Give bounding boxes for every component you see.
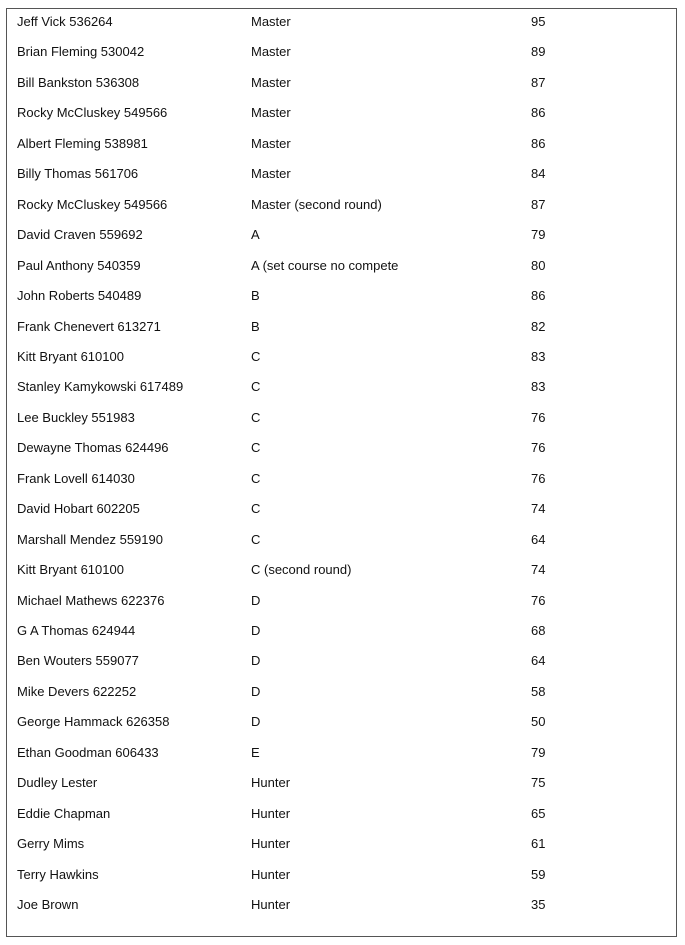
shooter-name: Billy Thomas 561706 xyxy=(17,166,139,182)
table-row xyxy=(7,738,676,768)
shooter-score: 89 xyxy=(531,44,546,60)
shooter-class: A xyxy=(251,227,260,243)
table-row xyxy=(7,616,676,646)
shooter-score: 83 xyxy=(531,379,546,395)
shooter-score: 61 xyxy=(531,836,546,852)
shooter-score: 86 xyxy=(531,105,546,121)
table-row xyxy=(7,7,676,37)
shooter-score: 76 xyxy=(531,440,546,456)
shooter-name: Bill Bankston 536308 xyxy=(17,74,140,90)
shooter-class: B xyxy=(251,318,260,334)
shooter-name: Brian Fleming 530042 xyxy=(17,44,145,60)
shooter-score: 83 xyxy=(531,348,546,364)
results-page xyxy=(6,8,677,937)
shooter-name: Albert Fleming 538981 xyxy=(17,135,148,151)
shooter-name: Jeff Vick 536264 xyxy=(17,14,113,29)
shooter-class: C xyxy=(251,348,261,364)
shooter-class: Hunter xyxy=(251,775,291,791)
shooter-score: 87 xyxy=(531,196,546,212)
shooter-name: Ben Wouters 559077 xyxy=(17,653,139,669)
shooter-class: C xyxy=(251,501,261,517)
shooter-name: Gerry Mims xyxy=(17,836,85,852)
shooter-score: 86 xyxy=(531,135,546,151)
shooter-score: 86 xyxy=(531,288,546,304)
shooter-class: Master xyxy=(251,74,291,90)
shooter-name: Frank Chenevert 613271 xyxy=(17,318,161,334)
shooter-class: C (second round) xyxy=(251,562,352,578)
shooter-score: 76 xyxy=(531,470,546,486)
shooter-name: Stanley Kamykowski 617489 xyxy=(17,379,184,395)
shooter-score: 84 xyxy=(531,166,546,182)
shooter-name: G A Thomas 624944 xyxy=(17,623,136,638)
shooter-name: Terry Hawkins xyxy=(17,866,99,882)
shooter-score: 76 xyxy=(531,409,546,425)
shooter-class: D xyxy=(251,623,261,638)
table-row xyxy=(7,890,676,920)
table-row xyxy=(7,37,676,67)
shooter-class: Master xyxy=(251,105,291,121)
shooter-name: David Hobart 602205 xyxy=(17,501,140,517)
shooter-class: Hunter xyxy=(251,836,291,852)
shooter-name: Mike Devers 622252 xyxy=(17,683,137,699)
shooter-class: C xyxy=(251,531,261,547)
table-row xyxy=(7,829,676,859)
shooter-score: 74 xyxy=(531,562,546,578)
shooter-score: 76 xyxy=(531,592,546,608)
table-row xyxy=(7,372,676,402)
shooter-name: Lee Buckley 551983 xyxy=(17,409,135,425)
shooter-class: Master xyxy=(251,14,291,29)
table-row xyxy=(7,98,676,128)
shooter-score: 80 xyxy=(531,257,546,273)
shooter-score: 87 xyxy=(531,74,546,90)
table-row xyxy=(7,860,676,890)
shooter-class: C xyxy=(251,379,261,395)
shooter-class: D xyxy=(251,653,261,669)
shooter-class: A (set course no compete xyxy=(251,257,399,273)
table-row xyxy=(7,677,676,707)
table-row xyxy=(7,555,676,585)
shooter-class: Master xyxy=(251,166,291,182)
table-row xyxy=(7,646,676,676)
table-row xyxy=(7,159,676,189)
shooter-score: 95 xyxy=(531,14,546,29)
table-row xyxy=(7,312,676,342)
shooter-score: 58 xyxy=(531,683,546,699)
shooter-score: 59 xyxy=(531,866,546,882)
shooter-name: Paul Anthony 540359 xyxy=(17,257,141,273)
shooter-score: 79 xyxy=(531,227,546,243)
table-row xyxy=(7,220,676,250)
table-row xyxy=(7,768,676,798)
shooter-name: John Roberts 540489 xyxy=(17,288,142,304)
shooter-class: C xyxy=(251,409,261,425)
table-row xyxy=(7,464,676,494)
shooter-name: Kitt Bryant 610100 xyxy=(17,562,124,578)
shooter-score: 75 xyxy=(531,775,546,791)
shooter-class: E xyxy=(251,744,260,760)
table-row xyxy=(7,251,676,281)
table-row xyxy=(7,799,676,829)
shooter-name: Michael Mathews 622376 xyxy=(17,592,165,608)
table-row xyxy=(7,68,676,98)
table-row xyxy=(7,403,676,433)
table-row xyxy=(7,525,676,555)
shooter-class: Hunter xyxy=(251,866,291,882)
table-row xyxy=(7,433,676,463)
table-row xyxy=(7,129,676,159)
shooter-name: David Craven 559692 xyxy=(17,227,143,243)
shooter-class: D xyxy=(251,683,261,699)
shooter-score: 68 xyxy=(531,623,546,638)
table-row xyxy=(7,494,676,524)
shooter-class: C xyxy=(251,440,261,456)
shooter-name: Rocky McCluskey 549566 xyxy=(17,196,168,212)
shooter-class: Master xyxy=(251,135,291,151)
table-row xyxy=(7,586,676,616)
shooter-class: Master (second round) xyxy=(251,196,382,212)
shooter-score: 82 xyxy=(531,318,546,334)
shooter-class: Hunter xyxy=(251,897,291,913)
table-row xyxy=(7,707,676,737)
shooter-class: C xyxy=(251,470,261,486)
shooter-name: Ethan Goodman 606433 xyxy=(17,744,159,760)
shooter-name: Rocky McCluskey 549566 xyxy=(17,105,168,121)
shooter-score: 65 xyxy=(531,805,546,821)
shooter-name: George Hammack 626358 xyxy=(17,714,170,730)
shooter-class: D xyxy=(251,592,261,608)
shooter-score: 64 xyxy=(531,531,546,547)
shooter-name: Dewayne Thomas 624496 xyxy=(17,440,169,456)
shooter-score: 35 xyxy=(531,897,546,913)
table-row xyxy=(7,281,676,311)
shooter-score: 79 xyxy=(531,744,546,760)
shooter-class: Master xyxy=(251,44,291,60)
shooter-name: Joe Brown xyxy=(17,897,79,913)
shooter-class: Hunter xyxy=(251,805,291,821)
shooter-name: Frank Lovell 614030 xyxy=(17,470,135,486)
shooter-name: Kitt Bryant 610100 xyxy=(17,348,124,364)
shooter-name: Marshall Mendez 559190 xyxy=(17,531,163,547)
shooter-name: Eddie Chapman xyxy=(17,805,111,821)
shooter-name: Dudley Lester xyxy=(17,775,98,791)
shooter-class: B xyxy=(251,288,260,304)
shooter-score: 50 xyxy=(531,714,546,730)
shooter-score: 74 xyxy=(531,501,546,517)
shooter-class: D xyxy=(251,714,261,730)
table-row xyxy=(7,190,676,220)
shooter-score: 64 xyxy=(531,653,546,669)
table-row xyxy=(7,342,676,372)
